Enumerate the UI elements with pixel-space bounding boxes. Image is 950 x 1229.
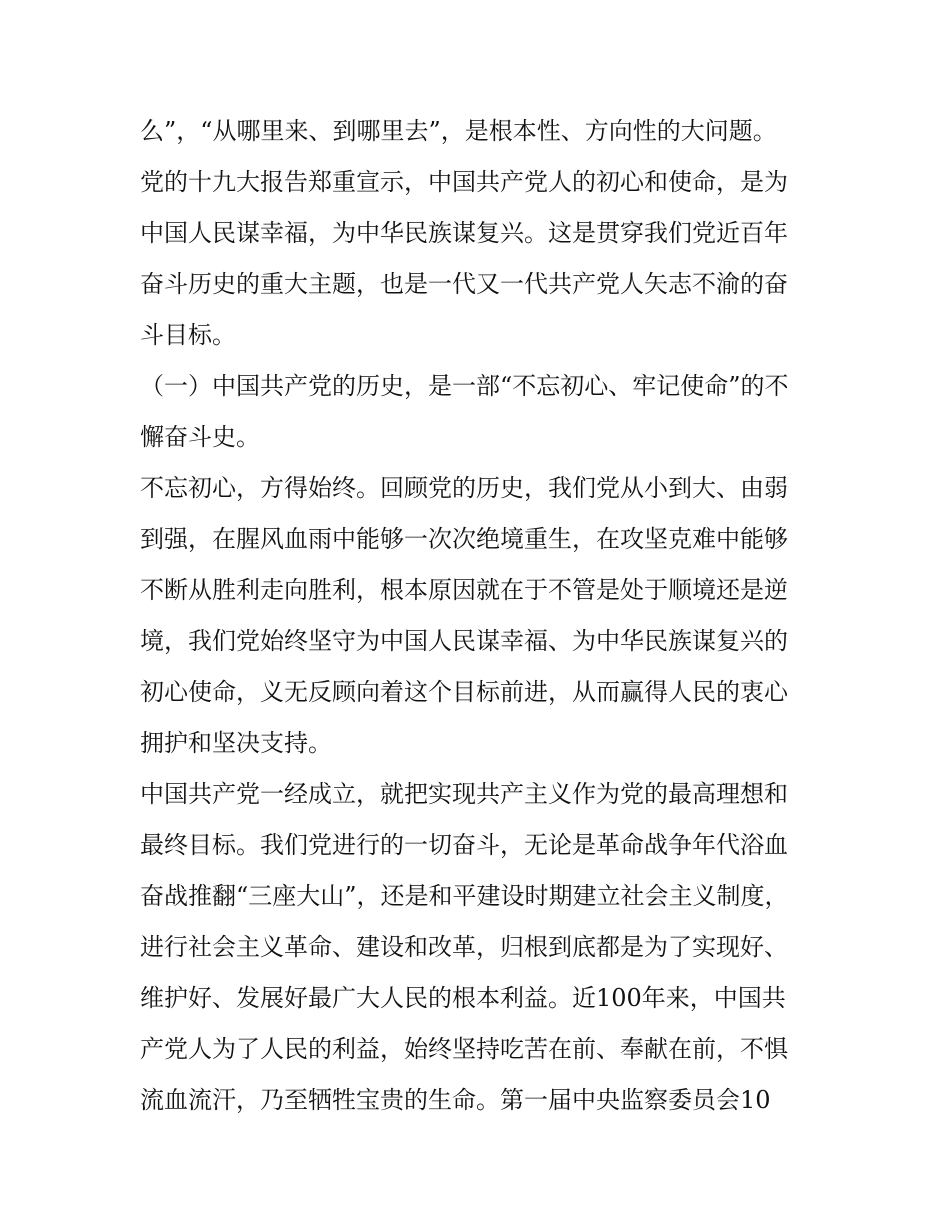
section-heading-line: 懈奋斗史。 — [140, 423, 260, 451]
text-line: 奋斗历史的重大主题，也是一代又一代共产党人矢志不渝的奋 — [140, 270, 788, 298]
text-line: 境，我们党始终坚守为中国人民谋幸福、为中华民族谋复兴的 — [140, 627, 788, 655]
text-line: 到强，在腥风血雨中能够一次次绝境重生，在攻坚克难中能够 — [140, 525, 788, 553]
section-heading-line: （一）中国共产党的历史，是一部“不忘初心、牢记使命”的不 — [140, 372, 789, 400]
text-line: 最终目标。我们党进行的一切奋斗，无论是革命战争年代浴血 — [140, 831, 788, 859]
text-line: 中国共产党一经成立，就把实现共产主义作为党的最高理想和 — [140, 780, 788, 808]
text-line: 进行社会主义革命、建设和改革，归根到底都是为了实现好、 — [140, 933, 788, 961]
text-line: 中国人民谋幸福，为中华民族谋复兴。这是贯穿我们党近百年 — [140, 219, 788, 247]
text-line: 奋战推翻“三座大山”，还是和平建设时期建立社会主义制度， — [140, 882, 789, 910]
text-line: 斗目标。 — [140, 321, 236, 349]
text-line: 产党人为了人民的利益，始终坚持吃苦在前、奉献在前，不惧 — [140, 1035, 788, 1063]
text-line: 么”，“从哪里来、到哪里去”，是根本性、方向性的大问题。 — [140, 117, 777, 145]
text-line: 不断从胜利走向胜利，根本原因就在于不管是处于顺境还是逆 — [140, 576, 788, 604]
text-line: 初心使命，义无反顾向着这个目标前进，从而赢得人民的衷心 — [140, 678, 788, 706]
text-line: 流血流汗，乃至牺牲宝贵的生命。第一届中央监察委员会10 — [140, 1086, 771, 1114]
document-body — [140, 106, 820, 1126]
text-line: 维护好、发展好最广大人民的根本利益。近100年来，中国共 — [140, 984, 786, 1012]
text-line: 拥护和坚决支持。 — [140, 729, 332, 757]
text-line: 党的十九大报告郑重宣示，中国共产党人的初心和使命，是为 — [140, 168, 788, 196]
text-line: 不忘初心，方得始终。回顾党的历史，我们党从小到大、由弱 — [140, 474, 788, 502]
